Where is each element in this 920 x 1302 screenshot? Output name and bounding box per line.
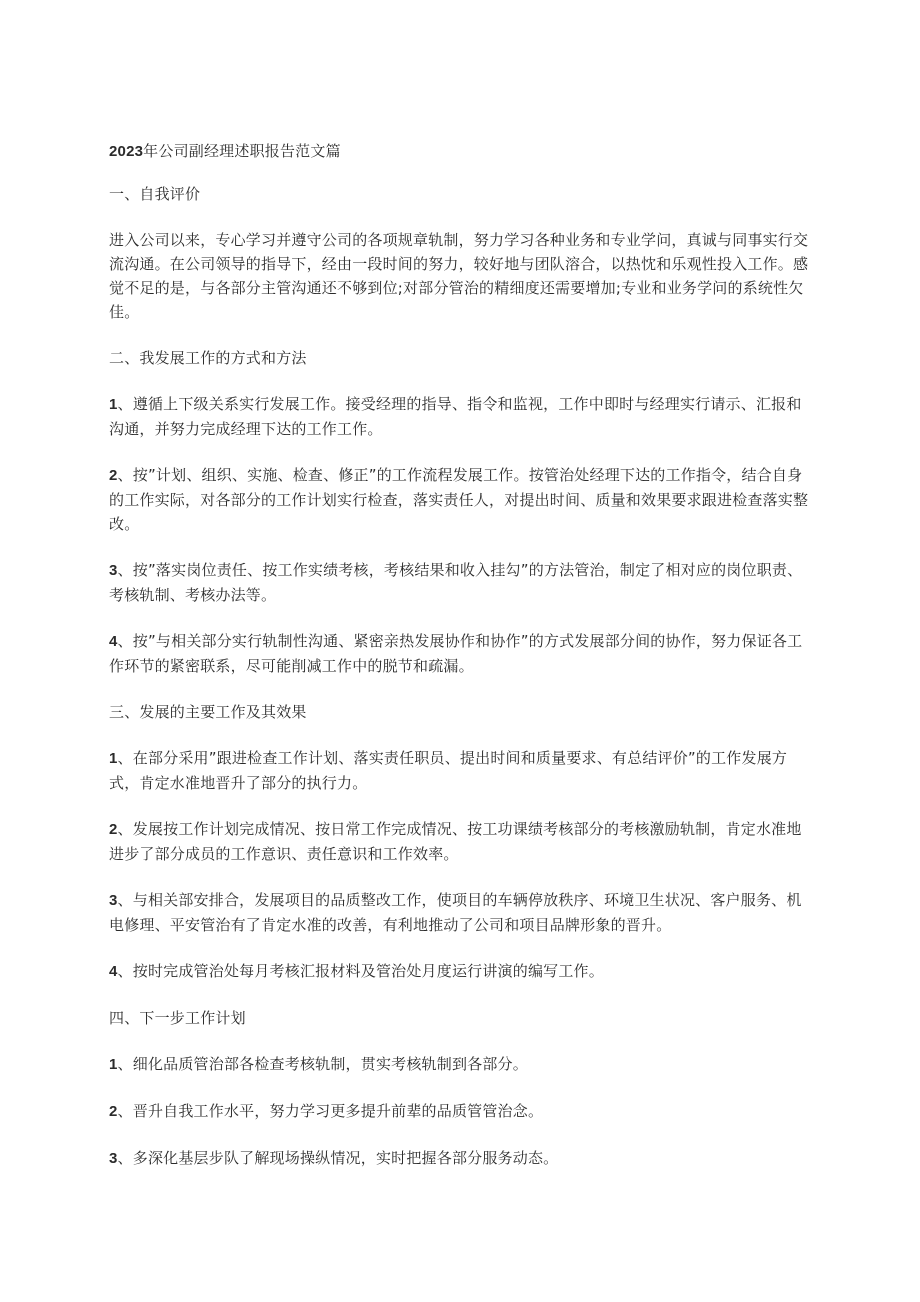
item-number: 1: [109, 1056, 118, 1073]
item-text: 、多深化基层步队了解现场操纵情况，实时把握各部分服务动态。: [117, 1149, 559, 1167]
item-number: 3: [109, 562, 118, 579]
document-title: [109, 139, 813, 164]
document-body: [109, 139, 813, 1193]
list-item: [109, 1099, 813, 1124]
list-item: [109, 392, 813, 441]
list-item: [109, 746, 813, 795]
list-item: [109, 888, 813, 937]
item-number: 3: [109, 1150, 118, 1167]
list-item: [109, 463, 813, 536]
list-item: [109, 1052, 813, 1077]
item-text: 、按”与相关部分实行轨制性沟通、紧密亲热发展协作和协作”的方式发展部分间的协作，努力保证各工作环节的紧密联系，尽可能削减工作中的脱节和疏漏。: [109, 632, 803, 675]
item-number: 2: [109, 467, 118, 484]
section-heading: 四、下一步工作计划: [109, 1009, 246, 1027]
list-item: [109, 1146, 813, 1171]
item-number: 4: [109, 633, 118, 650]
title-year: 2023: [109, 143, 144, 160]
item-text: 、晋升自我工作水平，努力学习更多提升前辈的品质管管治念。: [117, 1102, 544, 1120]
section-heading: 二、我发展工作的方式和方法: [109, 349, 307, 367]
item-number: 3: [109, 892, 118, 909]
item-text: 、与相关部安排合，发展项目的品质整改工作，使项目的车辆停放秩序、环境卫生状况、客户服务、机电修理、平安管治有了肯定水准的改善，有利地推动了公司和项目品牌形象的晋升。: [109, 891, 802, 934]
item-text: 、按”落实岗位责任、按工作实绩考核，考核结果和收入挂勾”的方法管治，制定了相对应的岗位职责、考核轨制、考核办法等。: [109, 561, 803, 604]
item-text: 、细化品质管治部各检查考核轨制，贯实考核轨制到各部分。: [117, 1055, 528, 1073]
item-text: 、按”计划、组织、实施、检查、修正”的工作流程发展工作。按管治处经理下达的工作指令，结合自身的工作实际，对各部分的工作计划实行检查，落实责任人，对提出时间、质量和效果要求跟进检查落实整改。: [109, 466, 809, 533]
section-heading: 一、自我评价: [109, 185, 201, 203]
paragraph-text: 进入公司以来，专心学习并遵守公司的各项规章轨制，努力学习各种业务和专业学问，真诚与同事实行交流沟通。在公司领导的指导下，经由一段时间的努力，较好地与团队溶合，以热忱和乐观性投入工作。感觉不足的是，与各部分主管沟通还不够到位;对部分管治的精细度还需要增加;专业和业务学问的系统性欠佳。: [109, 231, 809, 321]
list-item: [109, 817, 813, 866]
title-text: 年公司副经理述职报告范文篇: [143, 142, 341, 160]
list-item: [109, 558, 813, 607]
item-text: 、在部分采用”跟进检查工作计划、落实责任职员、提出时间和质量要求、有总结评价”的工作发展方式，肯定水准地晋升了部分的执行力。: [109, 749, 788, 792]
item-number: 1: [109, 750, 118, 767]
item-number: 4: [109, 963, 118, 980]
item-number: 1: [109, 396, 118, 413]
item-text: 、按时完成管治处每月考核汇报材料及管治处月度运行讲演的编写工作。: [117, 962, 604, 980]
section-heading: 三、发展的主要工作及其效果: [109, 703, 307, 721]
item-number: 2: [109, 821, 118, 838]
item-text: 、发展按工作计划完成情况、按日常工作完成情况、按工功课绩考核部分的考核激励轨制，肯定水准地进步了部分成员的工作意识、责任意识和工作效率。: [109, 820, 802, 863]
list-item: [109, 629, 813, 678]
item-text: 、遵循上下级关系实行发展工作。接受经理的指导、指令和监视，工作中即时与经理实行请示、汇报和沟通，并努力完成经理下达的工作工作。: [109, 395, 802, 438]
paragraph: [109, 228, 813, 324]
list-item: [109, 959, 813, 984]
item-number: 2: [109, 1103, 118, 1120]
